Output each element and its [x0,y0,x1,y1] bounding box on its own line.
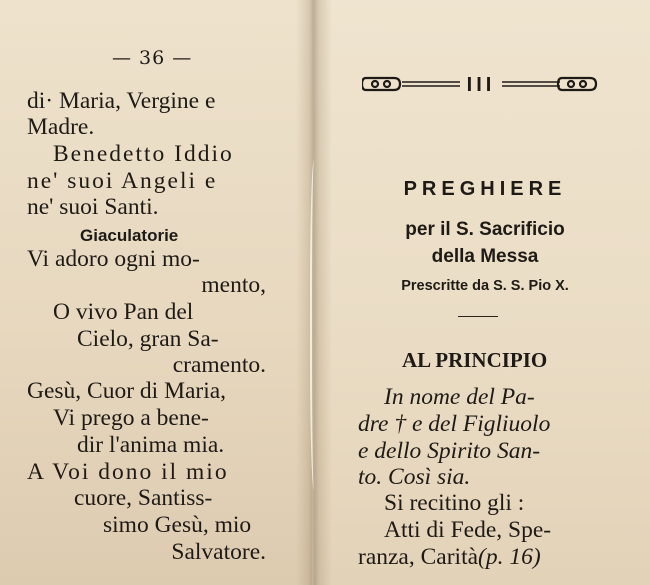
text-line: Vi prego a bene- [53,405,209,431]
subheading: Giaculatorie [80,226,179,245]
subtitle-line-1: per il S. Sacrificio [405,219,565,240]
subtitle-line-3: Prescritte da S. S. Pio X. [401,278,569,294]
text-line: Benedetto Iddio [53,141,234,167]
text-line: cramento. [172,352,266,378]
body-line: dre † e del Figliuolo [358,411,551,437]
text-line: ne' suoi Angeli e [27,168,218,194]
decorative-header-ornament [362,72,600,96]
text-line: O vivo Pan del [53,299,194,325]
text-line: Salvatore. [171,539,266,565]
page-reference: (p. 16) [478,544,541,570]
ornament-numeral: III [466,74,496,96]
page-number: — 36 — [112,47,193,69]
binding-thread [310,160,320,490]
section-heading: AL PRINCIPIO [402,348,548,372]
text-line: simo Gesù, mio [103,512,252,538]
subtitle-line-2: della Messa [431,246,539,267]
text-line: di· Maria, Vergine e [27,88,216,114]
text-line: A Voi dono il mio [27,459,229,485]
body-line [358,544,541,570]
text-line: ne' suoi Santi. [27,194,159,220]
text-line: Gesù, Cuor di Maria, [27,378,227,404]
body-line: to. Così sia. [358,464,471,490]
body-text: ranza, Carità [358,544,479,570]
text-line: Madre. [27,114,95,140]
text-line: Cielo, gran Sa- [77,326,219,352]
text-line: mento, [201,272,266,298]
text-line: cuore, Santiss- [74,485,213,511]
text-line: dir l'anima mia. [77,432,225,458]
body-line: In nome del Pa- [384,384,535,410]
body-line: e dello Spirito San- [358,438,541,464]
text-line: Vi adoro ogni mo- [27,246,200,272]
body-line: Atti di Fede, Spe- [384,517,552,543]
body-line: Si recitino gli : [384,490,525,516]
page-title: PREGHIERE [403,178,567,200]
divider [458,316,498,317]
